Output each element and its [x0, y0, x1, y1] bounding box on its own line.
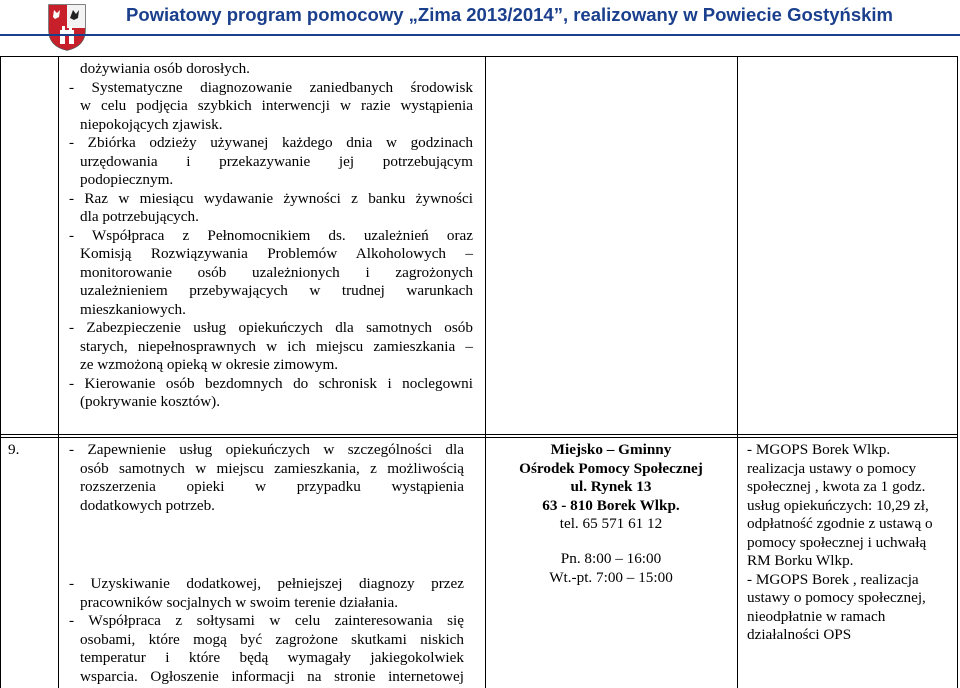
note-line: - MGOPS Borek , realizacja: [747, 570, 919, 588]
text-line: ze wzmożoną opieką w okresie zimowym.: [80, 356, 339, 373]
institution-phone: tel. 65 571 61 12: [559, 515, 663, 532]
text-line: - Systematyczne diagnozowanie zaniedbanych środowisk: [69, 78, 473, 96]
note-line: RM Borku Wlkp.: [747, 552, 854, 569]
text-line: starych, niepełnosprawnych w ich miejscu zamieszkania –: [80, 337, 473, 355]
note-line: społecznej , kwota za 1 godz.: [747, 478, 926, 495]
text-line: osób samotnych w miejscu zamieszkania, z możliwością: [80, 459, 464, 477]
note-line: pomocy społecznej i uchwałą: [747, 533, 927, 551]
text-line: temperatur i które będą wymagały jakiegokolwiek: [80, 649, 464, 666]
note-line: odpłatność zgodnie z ustawą o: [747, 515, 933, 532]
text-line: monitorowanie osób uzależnionych i zagrożonych: [80, 263, 473, 281]
page-title: Powiatowy program pomocowy „Zima 2013/2014”, realizowany w Powiecie Gostyńskim: [126, 4, 893, 25]
note-line: usług opiekuńczych: 10,29 zł,: [747, 496, 929, 514]
text-line: urzędowania i przekazywanie jej potrzebującym: [80, 152, 473, 170]
row-divider: [0, 437, 958, 438]
page-header: [0, 0, 960, 56]
opening-hours: Pn. 8:00 – 16:00: [560, 550, 662, 567]
text-line: uzależnieniem przebywających w trudnej warunkach: [80, 282, 473, 299]
text-line: - Kierowanie osób bezdomnych do schronisk i noclegowni: [69, 374, 473, 392]
text-line: mieszkaniowych.: [80, 300, 186, 318]
text-line: pracowników socjalnych w swoim terenie działania.: [80, 593, 398, 611]
table-border-left: [0, 56, 1, 688]
opening-hours: Wt.-pt. 7:00 – 15:00: [549, 568, 673, 586]
text-line: dla potrzebujących.: [80, 208, 199, 225]
institution-address: ul. Rynek 13: [570, 478, 652, 495]
text-line: (pokrywanie kosztów).: [80, 393, 221, 410]
text-line: niepokojących zjawisk.: [80, 115, 223, 133]
text-line: podopiecznym.: [80, 171, 174, 188]
text-line: dożywiania osób dorosłych.: [80, 60, 250, 77]
text-line: - Zapewnienie usług opiekuńczych w szczególności dla: [69, 441, 464, 458]
institution-address: 63 - 810 Borek Wlkp.: [542, 496, 680, 514]
text-line: Komisją Rozwiązywania Problemów Alkoholowych –: [80, 245, 473, 262]
header-rule: [0, 34, 960, 36]
note-line: ustawy o pomocy społecznej,: [747, 589, 926, 606]
text-line: - Zbiórka odzieży używanej każdego dnia w godzinach: [69, 134, 473, 151]
text-line: osobami, które mogą być zagrożone skutkami niskich: [80, 630, 464, 648]
note-line: realizacja ustawy o pomocy: [747, 459, 917, 477]
text-line: - Współpraca z sołtysami w celu zainteresowania się: [69, 612, 464, 629]
row-divider: [0, 434, 958, 435]
table-border-top: [0, 56, 958, 57]
text-line: rozszerzenia opieki w przypadku wystąpienia: [80, 478, 464, 495]
text-line: - Zabezpieczenie usług opiekuńczych dla samotnych osób: [69, 319, 473, 336]
text-line: - Uzyskiwanie dodatkowej, pełniejszej diagnozy przez: [69, 575, 464, 592]
text-line: dodatkowych potrzeb.: [80, 496, 215, 514]
row-number: 9.: [8, 441, 20, 458]
institution-name: Ośrodek Pomocy Społecznej: [519, 459, 703, 477]
coat-of-arms-icon: [46, 2, 88, 52]
column-divider: [485, 56, 486, 688]
note-line: działalności OPS: [747, 626, 852, 643]
column-divider: [737, 56, 738, 688]
column-divider: [58, 56, 59, 688]
institution-name: Miejsko – Gminny: [550, 441, 672, 458]
text-line: - Współpraca z Pełnomocnikiem ds. uzależnień oraz: [69, 226, 473, 244]
note-line: nieodpłatnie w ramach: [747, 607, 886, 625]
table-border-right: [957, 56, 958, 688]
note-line: - MGOPS Borek Wlkp.: [747, 441, 891, 458]
text-line: w celu podjęcia szybkich interwencji w razie wystąpienia: [80, 97, 473, 114]
text-line: - Raz w miesiącu wydawanie żywności z banku żywności: [69, 189, 473, 207]
text-line: wsparcia. Ogłoszenie informacji na stronie internetowej: [80, 667, 464, 685]
